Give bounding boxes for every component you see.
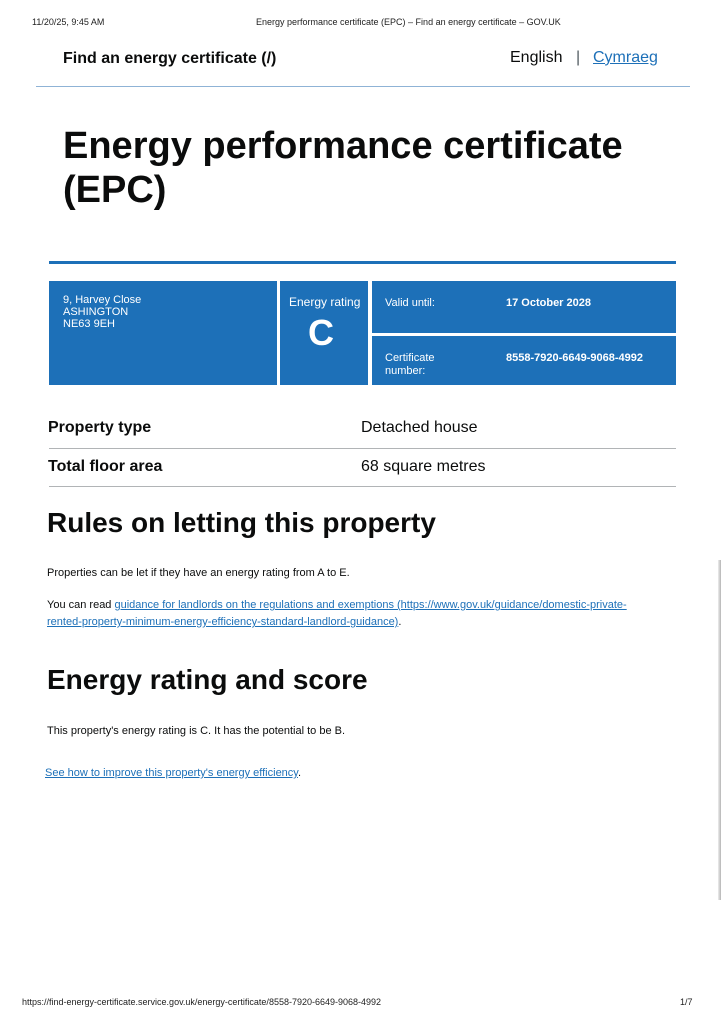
guidance-suffix: . — [398, 616, 402, 628]
rating-score-heading: Energy rating and score — [47, 664, 368, 695]
header-divider — [36, 86, 690, 87]
improve-efficiency-paragraph — [45, 765, 665, 782]
language-separator: | — [576, 49, 581, 66]
certificate-number: 8558-7920-6649-9068-4992 — [506, 352, 644, 364]
print-document-title: Energy performance certificate (EPC) – Find an energy certificate – GOV.UK — [256, 17, 561, 27]
valid-until-value: 17 October 2028 — [506, 297, 591, 309]
summary-row-divider — [49, 448, 676, 449]
scan-edge-shadow — [718, 560, 721, 900]
service-name-link[interactable]: Find an energy certificate (/) — [63, 50, 277, 67]
energy-rating-value: C — [308, 312, 334, 353]
summary-value-floor-area: 68 square metres — [361, 458, 486, 475]
address-line-1: 9, Harvey Close — [63, 294, 142, 306]
epc-address-box — [49, 281, 277, 385]
page-title: Energy performance certificate (EPC) — [63, 125, 623, 211]
guidance-prefix: You can read — [47, 599, 115, 611]
certificate-label-line-1: Certificate — [385, 352, 435, 364]
epc-certificate-box — [372, 336, 676, 385]
landlord-guidance-link-continued[interactable]: rented-property-minimum-energy-efficiency-standard-landlord-guidance) — [47, 616, 399, 628]
rating-paragraph: This property's energy rating is C. It has the potential to be B. — [47, 725, 346, 737]
print-footer-page-number: 1/7 — [680, 997, 693, 1007]
letting-paragraph: Properties can be let if they have an energy rating from A to E. — [47, 567, 350, 579]
summary-value-property-type: Detached house — [361, 419, 478, 436]
valid-until-label: Valid until: — [385, 297, 435, 309]
epc-valid-until-box — [372, 281, 676, 333]
summary-key-property-type: Property type — [48, 419, 152, 436]
certificate-label-line-2: number: — [385, 365, 426, 377]
landlord-guidance-link[interactable]: guidance for landlords on the regulations and exemptions (https://www.gov.uk/guidance/domestic-private- — [114, 599, 627, 611]
improve-link-suffix: . — [297, 767, 302, 779]
letting-guidance-paragraph — [47, 597, 667, 631]
energy-rating-label: Energy rating — [289, 295, 361, 309]
language-english: English — [510, 49, 563, 66]
epc-top-rule — [49, 261, 676, 264]
summary-row-divider — [49, 486, 676, 487]
epc-rating-box — [280, 281, 368, 385]
print-footer-url: https://find-energy-certificate.service.gov.uk/energy-certificate/8558-7920-6649-9068-4992 — [22, 997, 382, 1007]
letting-heading: Rules on letting this property — [47, 507, 436, 538]
improve-efficiency-link[interactable]: See how to improve this property's energy efficiency — [45, 767, 298, 779]
language-welsh-link[interactable]: Cymraeg — [593, 49, 658, 66]
address-line-2: ASHINGTON — [63, 306, 129, 318]
summary-key-floor-area: Total floor area — [48, 458, 163, 475]
print-datetime: 11/20/25, 9:45 AM — [32, 17, 105, 27]
address-line-3: NE63 9EH — [63, 318, 115, 330]
